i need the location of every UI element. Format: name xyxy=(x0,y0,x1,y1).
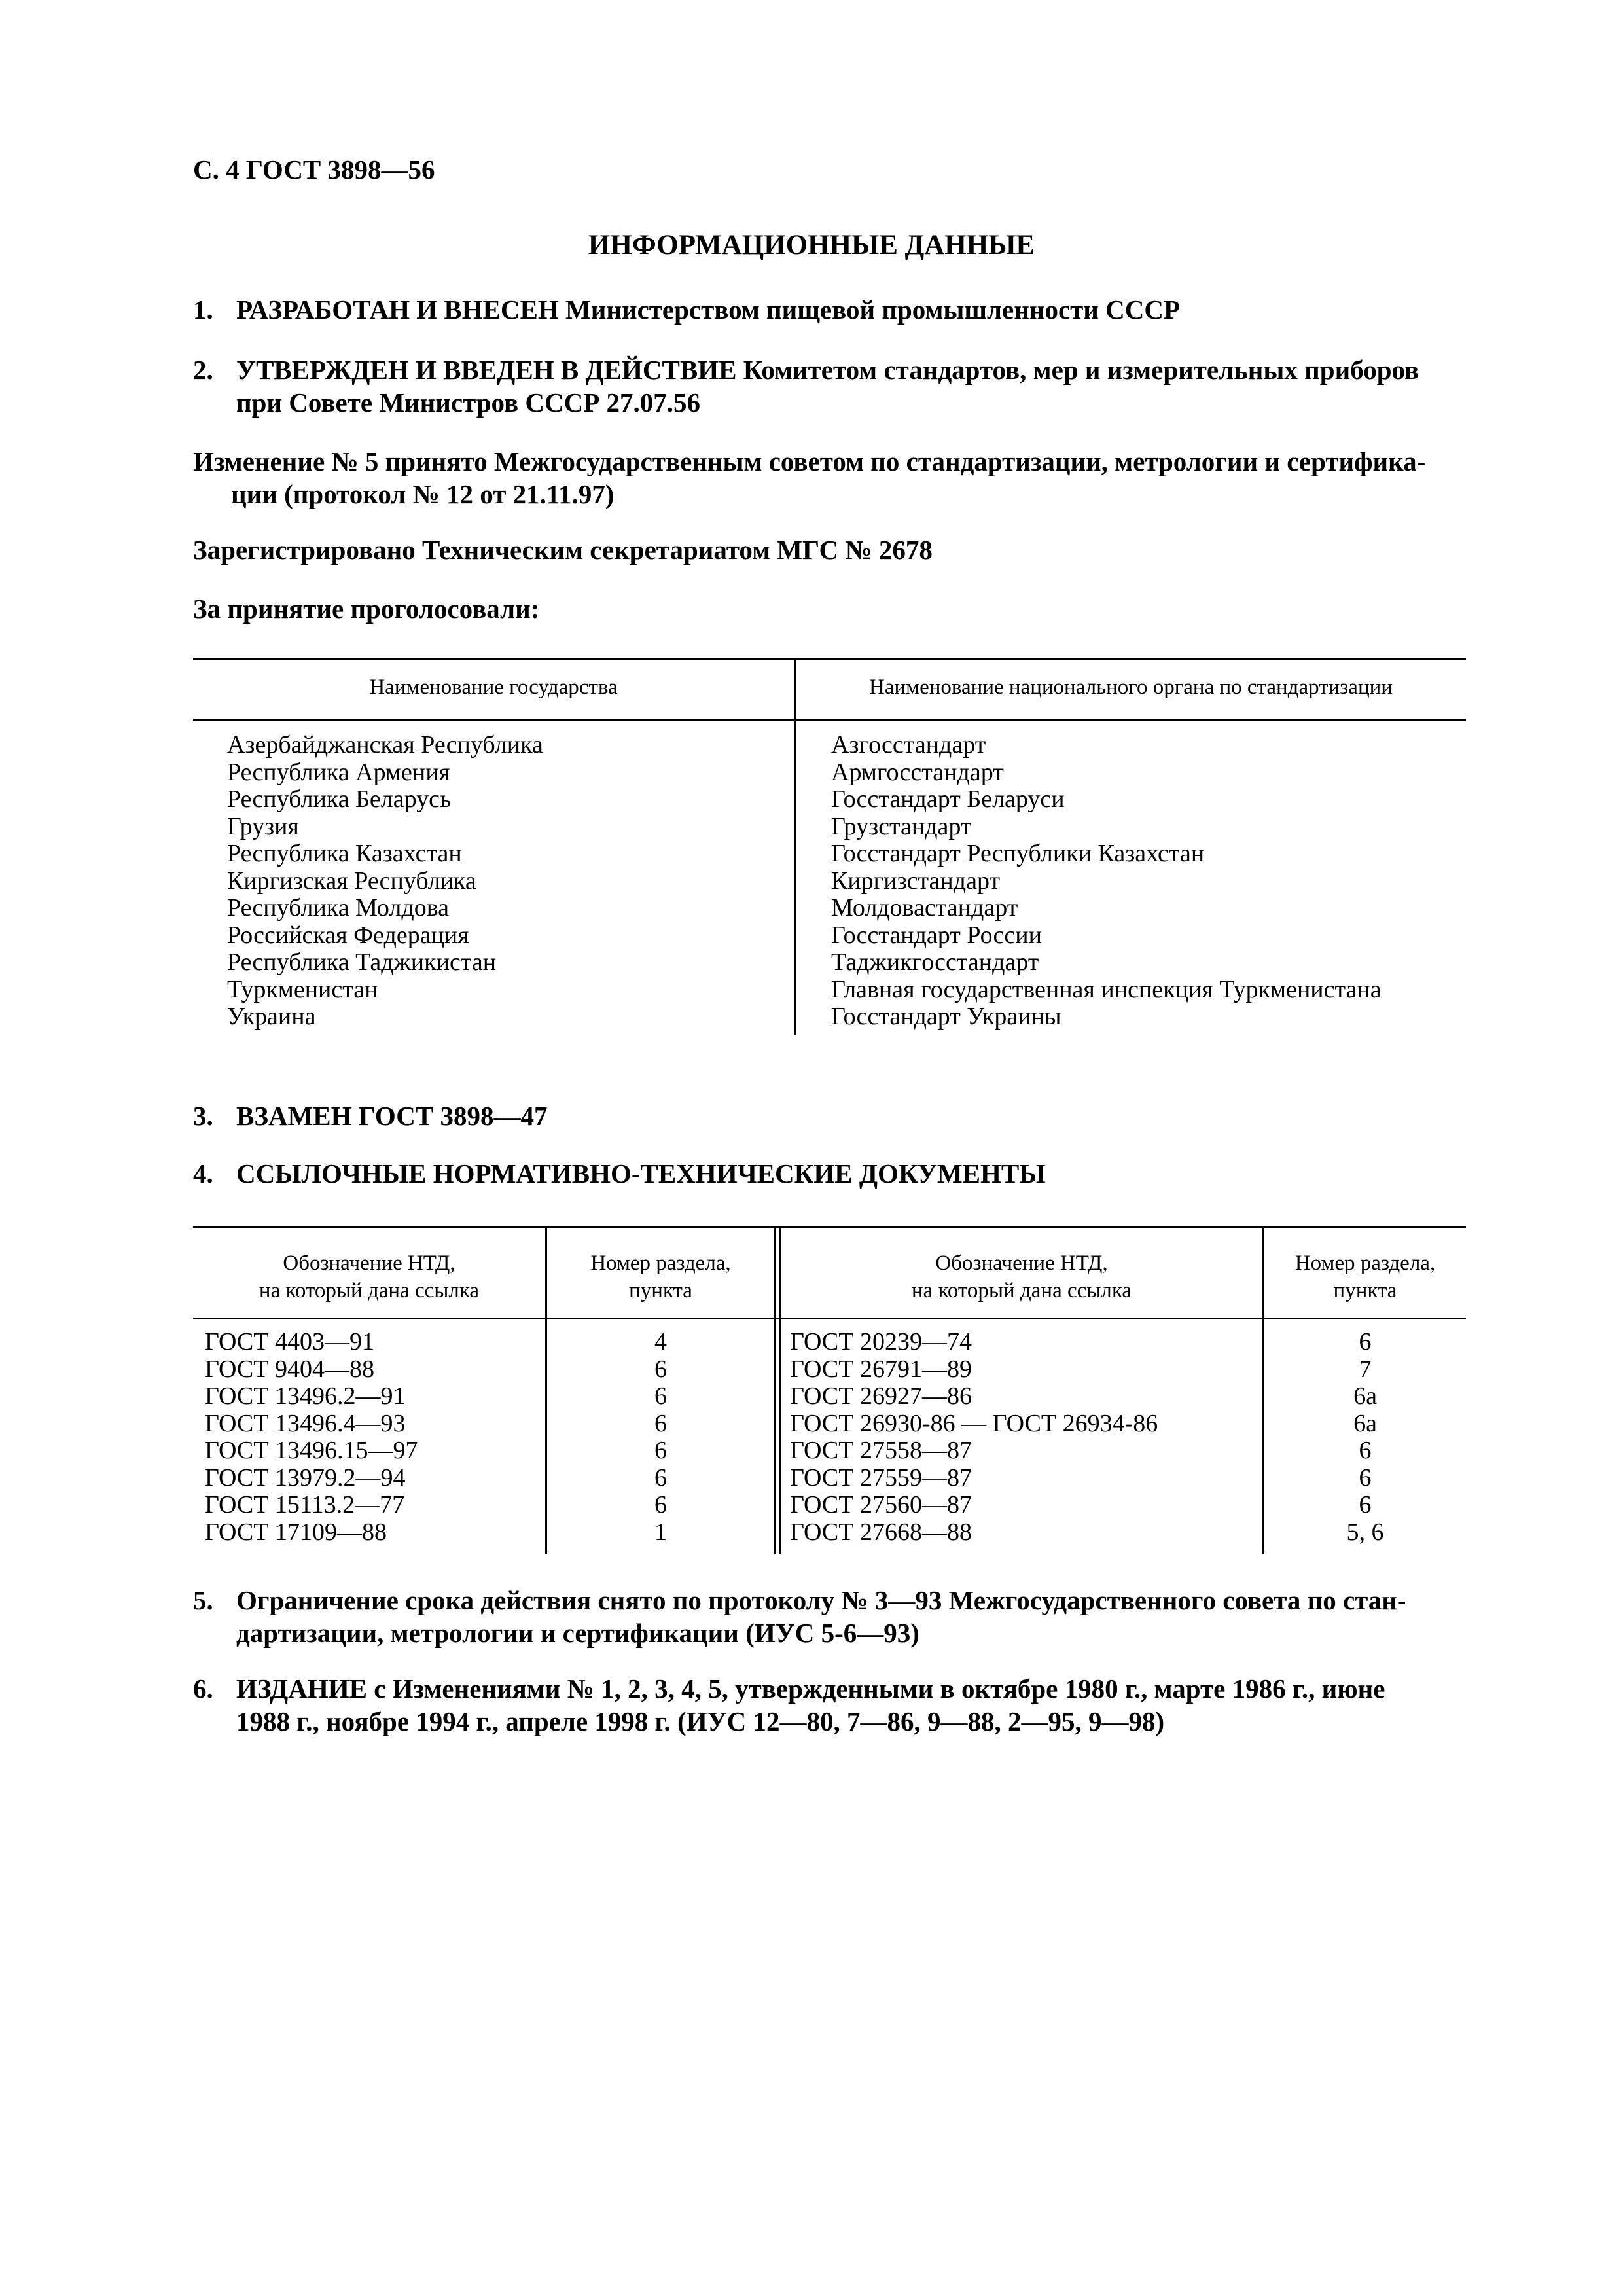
header-line: на который дана ссылка xyxy=(911,1279,1132,1302)
item-4-text: ССЫЛОЧНЫЕ НОРМАТИВНО-ТЕХНИЧЕСКИЕ ДОКУМЕНТЫ xyxy=(236,1158,1046,1189)
state-cell: Азербайджанская Республика xyxy=(227,731,543,759)
ref-doc-cell: ГОСТ 13496.2—91 xyxy=(205,1382,406,1410)
registration-note: Зарегистрировано Техническим секретариатом МГС № 2678 xyxy=(193,535,933,565)
item-1 xyxy=(193,293,1466,326)
item-6-line2: 1988 г., ноябре 1994 г., апреле 1998 г. (ИУС 12—80, 7—86, 9—88, 2—95, 9—98) xyxy=(236,1706,1165,1736)
ref-doc-cell: ГОСТ 4403—91 xyxy=(205,1328,374,1355)
state-cell: Грузия xyxy=(227,812,299,840)
states-column xyxy=(227,732,543,1031)
item-4-number: 4. xyxy=(193,1158,213,1189)
ref-sec-cell: 7 xyxy=(1359,1355,1372,1383)
header-line: Обозначение НТД, xyxy=(935,1251,1108,1275)
ref-sec-cell: 6 xyxy=(1359,1328,1372,1355)
ref-doc-cell: ГОСТ 15113.2—77 xyxy=(205,1491,405,1518)
ref-sec-cell: 5, 6 xyxy=(1346,1518,1384,1546)
ref-sec-cell: 6 xyxy=(654,1437,667,1464)
state-cell: Республика Молдова xyxy=(227,894,450,922)
ref-doc-cell: ГОСТ 13496.15—97 xyxy=(205,1437,418,1464)
header-line: Номер раздела, xyxy=(1294,1251,1436,1275)
item-2 xyxy=(193,353,1466,419)
item-3-number: 3. xyxy=(193,1101,213,1131)
ref-sec-cell: 1 xyxy=(654,1518,667,1546)
state-cell: Республика Беларусь xyxy=(227,785,452,813)
table-rule xyxy=(193,1318,1466,1319)
ref-doc-cell: ГОСТ 27560—87 xyxy=(790,1491,972,1518)
ref-sec-column-left xyxy=(547,1329,774,1546)
item-1-number: 1. xyxy=(193,295,213,325)
voted-heading: За принятие проголосовали: xyxy=(193,594,540,624)
header-line: пункта xyxy=(629,1279,692,1302)
ref-doc-cell: ГОСТ 26927—86 xyxy=(790,1382,972,1410)
ref-doc-cell: ГОСТ 26791—89 xyxy=(790,1355,972,1383)
state-cell: Украина xyxy=(227,1003,316,1030)
state-cell: Туркменистан xyxy=(227,975,378,1003)
ref-sec-cell: 6 xyxy=(1359,1437,1372,1464)
body-cell: Киргизстандарт xyxy=(831,867,1001,895)
ref-sec-cell: 6 xyxy=(654,1382,667,1410)
ref-doc-cell: ГОСТ 9404—88 xyxy=(205,1355,374,1383)
ref-doc-column-left xyxy=(205,1329,418,1546)
body-cell: Таджикгосстандарт xyxy=(831,948,1039,976)
ref-header-sec-left xyxy=(547,1249,774,1304)
state-cell: Республика Казахстан xyxy=(227,840,462,867)
ref-doc-cell: ГОСТ 13496.4—93 xyxy=(205,1409,406,1437)
ref-doc-cell: ГОСТ 27668—88 xyxy=(790,1518,972,1546)
item-4 xyxy=(193,1157,1046,1190)
item-6 xyxy=(193,1672,1476,1738)
header-line: пункта xyxy=(1333,1279,1397,1302)
ref-doc-cell: ГОСТ 27559—87 xyxy=(790,1463,972,1492)
states-header-state: Наименование государства xyxy=(369,675,618,699)
ref-doc-cell: ГОСТ 27558—87 xyxy=(790,1437,972,1464)
ref-sec-cell: 6 xyxy=(1359,1491,1372,1518)
body-cell: Грузстандарт xyxy=(831,812,972,840)
body-cell: Госстандарт Республики Казахстан xyxy=(831,840,1205,867)
ref-sec-cell: 6а xyxy=(1353,1409,1377,1437)
ref-header-doc-left xyxy=(193,1249,545,1304)
ref-sec-cell: 6 xyxy=(654,1355,667,1383)
states-header-body: Наименование национального органа по стандартизации xyxy=(869,675,1393,699)
body-cell: Госстандарт Украины xyxy=(831,1003,1061,1030)
document-title: ИНФОРМАЦИОННЫЕ ДАННЫЕ xyxy=(588,230,1035,260)
change-note-line2: ции (протокол № 12 от 21.11.97) xyxy=(231,479,615,509)
header-line: Номер раздела, xyxy=(590,1251,731,1275)
ref-doc-cell: ГОСТ 26930-86 — ГОСТ 26934-86 xyxy=(790,1409,1158,1437)
body-cell: Госстандарт Беларуси xyxy=(831,785,1065,813)
ref-sec-cell: 6 xyxy=(1359,1463,1372,1492)
table-rule xyxy=(193,719,1466,721)
ref-sec-column-right xyxy=(1264,1329,1466,1546)
state-cell: Республика Таджикистан xyxy=(227,948,497,976)
ref-sec-cell: 6 xyxy=(654,1491,667,1518)
ref-header-doc-right xyxy=(781,1249,1262,1304)
item-2-text-line2: при Совете Министров СССР 27.07.56 xyxy=(236,387,701,418)
item-5-line1: Ограничение срока действия снято по протоколу № 3—93 Межгосударственного совета по стан- xyxy=(236,1585,1406,1615)
body-cell: Молдовастандарт xyxy=(831,894,1018,922)
header-line: Обозначение НТД, xyxy=(283,1251,455,1275)
state-cell: Киргизская Республика xyxy=(227,867,476,895)
item-2-text: Комитетом стандартов, мер и измерительных приборов xyxy=(736,355,1419,385)
ref-sec-cell: 6 xyxy=(654,1409,667,1437)
table-divider xyxy=(774,1226,776,1554)
ref-sec-cell: 6 xyxy=(654,1463,667,1492)
table-divider xyxy=(794,658,796,1035)
item-2-caps: УТВЕРЖДЕН И ВВЕДЕН В ДЕЙСТВИЕ xyxy=(236,355,737,385)
item-6-number: 6. xyxy=(193,1674,213,1704)
state-cell: Российская Федерация xyxy=(227,921,469,949)
table-rule xyxy=(193,658,1466,660)
body-cell: Азгосстандарт xyxy=(831,731,986,759)
item-5-line2: дартизации, метрологии и сертификации (ИУС 5-6—93) xyxy=(236,1618,919,1648)
state-cell: Республика Армения xyxy=(227,758,451,786)
body-cell: Госстандарт России xyxy=(831,921,1042,949)
item-6-line1: ИЗДАНИЕ с Изменениями № 1, 2, 3, 4, 5, утвержденными в октябре 1980 г., марте 1986 г., июне xyxy=(236,1674,1385,1704)
item-5-number: 5. xyxy=(193,1585,213,1615)
body-cell: Армгосстандарт xyxy=(831,758,1004,786)
ref-doc-cell: ГОСТ 17109—88 xyxy=(205,1518,387,1546)
item-1-text: Министерством пищевой промышленности СССР xyxy=(558,295,1181,325)
table-rule xyxy=(193,1226,1466,1228)
body-cell: Главная государственная инспекция Туркменистана xyxy=(831,975,1382,1003)
header-line: на который дана ссылка xyxy=(259,1279,480,1302)
item-3 xyxy=(193,1100,547,1132)
ref-sec-cell: 6а xyxy=(1353,1382,1377,1410)
item-3-text: ВЗАМЕН ГОСТ 3898—47 xyxy=(236,1101,548,1131)
item-2-number: 2. xyxy=(193,355,213,385)
change-note xyxy=(193,445,1476,511)
ref-sec-cell: 4 xyxy=(654,1328,667,1355)
states-table xyxy=(193,658,1466,1037)
ref-doc-cell: ГОСТ 13979.2—94 xyxy=(205,1463,406,1492)
bodies-column xyxy=(831,732,1382,1031)
change-note-line1: Изменение № 5 принято Межгосударственным советом по стандартизации, метрологии и сертифика- xyxy=(193,446,1426,476)
ref-doc-column-right xyxy=(790,1329,1158,1546)
item-5 xyxy=(193,1584,1476,1649)
reference-table xyxy=(193,1226,1466,1556)
ref-doc-cell: ГОСТ 20239—74 xyxy=(790,1328,972,1355)
page-header: С. 4 ГОСТ 3898—56 xyxy=(193,154,435,185)
ref-header-sec-right xyxy=(1264,1249,1466,1304)
item-1-caps: РАЗРАБОТАН И ВНЕСЕН xyxy=(236,295,559,325)
